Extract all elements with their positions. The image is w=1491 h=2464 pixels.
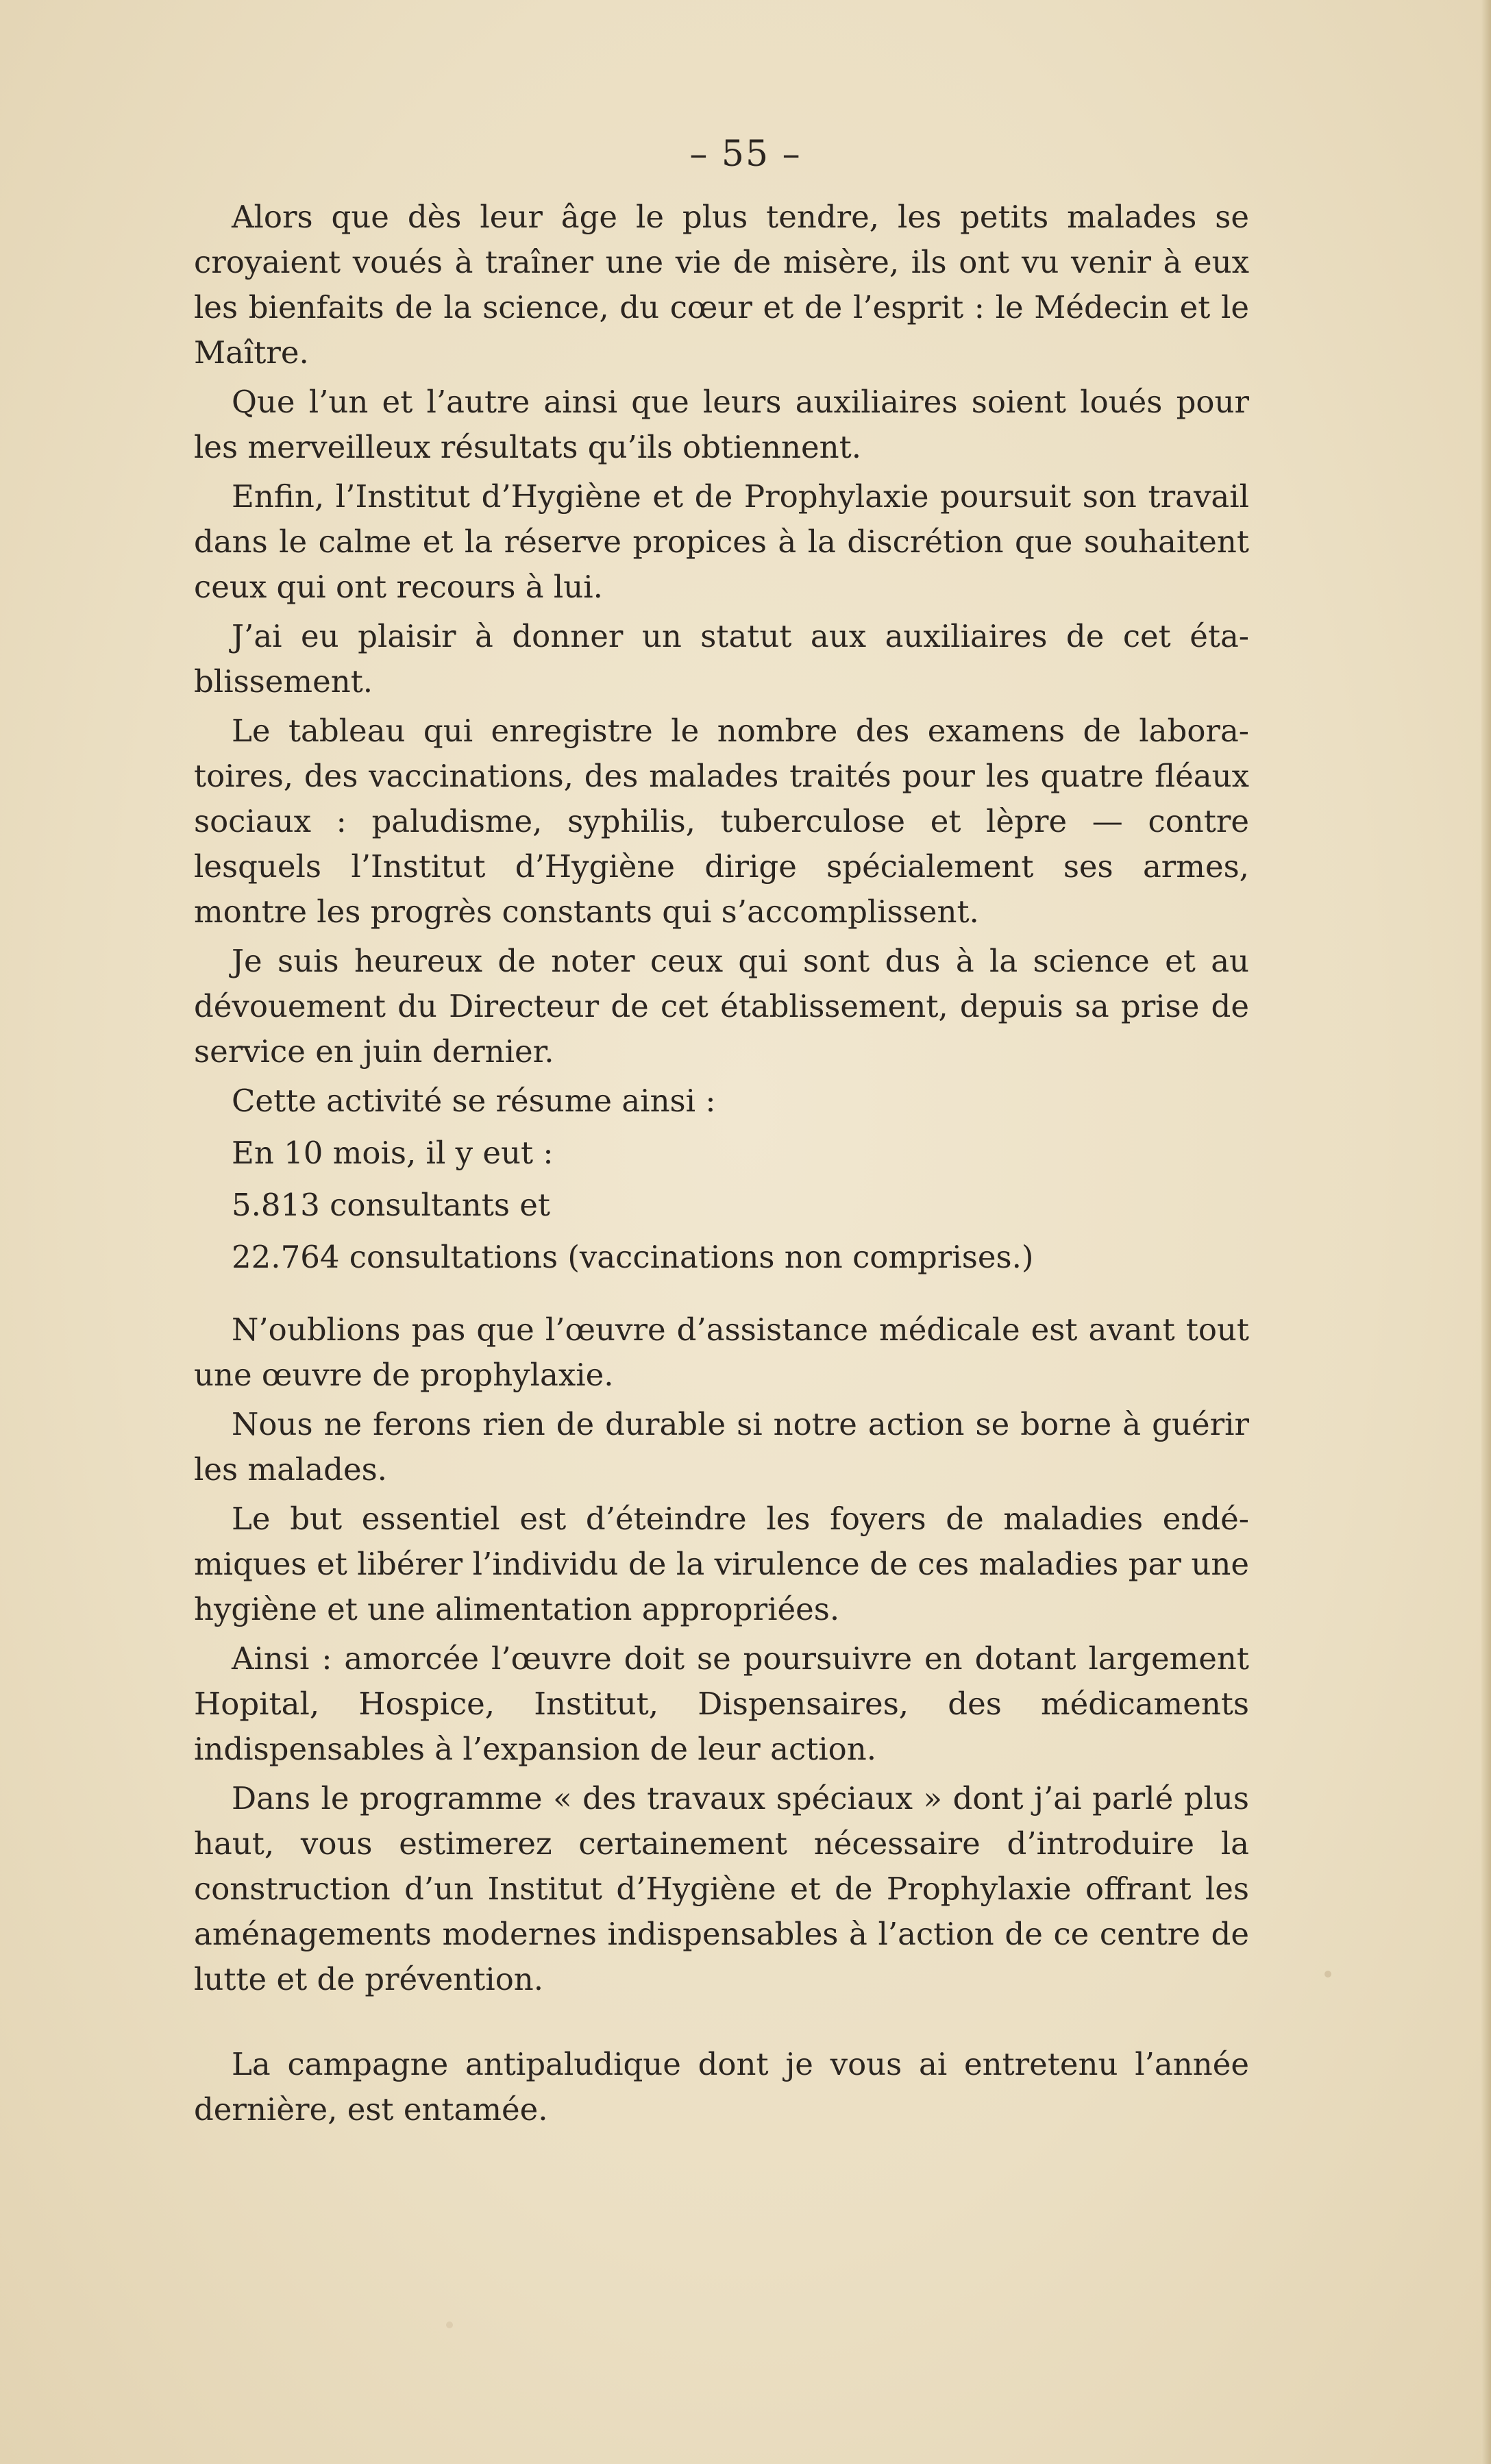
paragraph-10: 22.764 consultations (vaccinations non comprises.) [232, 1239, 1034, 1275]
paragraph-4: J’ai eu plaisir à donner un statut aux auxiliaires de cet établissement. [194, 618, 1249, 700]
paragraph-12: Nous ne ferons rien de durable si notre action se borne à guérir les malades. [194, 1406, 1249, 1488]
page-number: – 55 – [689, 134, 802, 175]
paragraph-15: Dans le programme « des travaux spéciaux » dont j’ai parlé plus haut, vous estimerez certainement nécessaire d’introduire la construction d’un Institut d’Hygiène et de Prophylaxie offrant les aménagements modernes indispensables à l’action de ce centre de lutte et de prévention. [194, 1780, 1249, 1997]
page-edge [1481, 0, 1491, 2464]
paragraph-13: Le but essentiel est d’éteindre les foyers de maladies endémiques et libérer l’individu de la virulence de ces maladies par une hygiène et une alimentation appropriées. [194, 1501, 1249, 1627]
paper-spot [446, 2321, 453, 2328]
paragraph-8: En 10 mois, il y eut : [232, 1135, 554, 1171]
paragraph-7: Cette activité se résume ainsi : [232, 1083, 716, 1119]
paper-spot [1324, 1971, 1331, 1978]
paragraph-6: Je suis heureux de noter ceux qui sont dus à la science et au dévouement du Directeur de cet établissement, depuis sa prise de service en juin dernier. [194, 943, 1249, 1070]
paragraph-1: Alors que dès leur âge le plus tendre, les petits malades se croyaient voués à traîner une vie de misère, ils ont vu venir à eux les bienfaits de la science, du cœur et de l’esprit : le Médecin et le Maître. [194, 199, 1249, 371]
paragraph-9: 5.813 consultants et [232, 1187, 550, 1223]
body-text [194, 195, 1249, 2136]
paragraph-11: N’oublions pas que l’œuvre d’assistance médicale est avant tout une œuvre de prophylaxie. [194, 1311, 1249, 1393]
paragraph-14: Ainsi : amorcée l’œuvre doit se poursuivre en dotant largement Hopital, Hospice, Institut, Dispensaires, des médicaments indispensables à l’expansion de leur action. [194, 1640, 1249, 1767]
paragraph-3: Enfin, l’Institut d’Hygiène et de Prophylaxie poursuit son travail dans le calme et la réserve propices à la discrétion que souhaitent ceux qui ont recours à lui. [194, 478, 1249, 605]
paragraph-5: Le tableau qui enregistre le nombre des examens de laboratoires, des vaccinations, des malades traités pour les quatre fléaux sociaux : paludisme, syphilis, tuberculose et lèpre — contre lesquels l’Institut d’Hygiène dirige spécialement ses armes, montre les progrès constants qui s’accomplissent. [194, 713, 1249, 930]
paragraph-2: Que l’un et l’autre ainsi que leurs auxiliaires soient loués pour les merveilleux résultats qu’ils obtiennent. [194, 384, 1249, 465]
paragraph-16: La campagne antipaludique dont je vous ai entretenu l’année dernière, est entamée. [194, 2046, 1249, 2128]
